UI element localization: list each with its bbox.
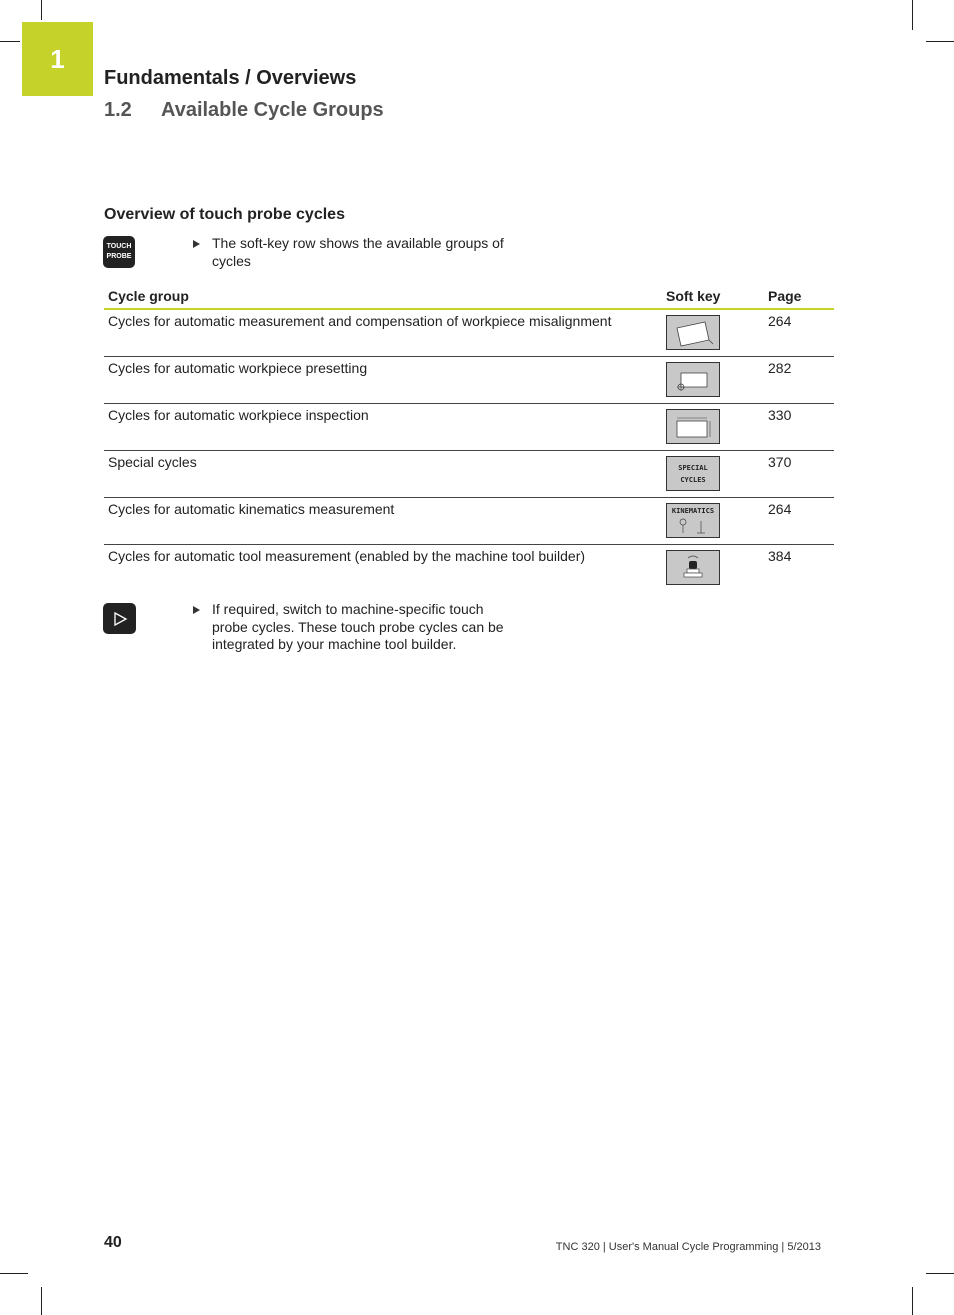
instruction-machine-specific: [193, 601, 523, 654]
touch-probe-key-line1: TOUCH: [106, 243, 132, 250]
chapter-title: Fundamentals / Overviews: [104, 67, 357, 89]
page-cell: 384: [768, 548, 792, 564]
bullet-arrow-icon: [193, 606, 200, 614]
softkey-label: KINEMATICS: [671, 507, 715, 515]
cycle-group-cell: Cycles for automatic tool measurement (enabled by the machine tool builder): [108, 548, 586, 564]
crop-mark: [926, 41, 954, 42]
footer-text: TNC 320 | User's Manual Cycle Programming | 5/2013: [555, 1241, 821, 1253]
table-row: [104, 404, 834, 451]
misalignment-softkey[interactable]: [666, 315, 720, 350]
crop-mark: [0, 41, 20, 42]
kinematics-icon: [667, 517, 719, 537]
page-cell: 370: [764, 451, 834, 498]
chapter-number-box: 1: [22, 22, 93, 96]
softkey-label-line1: SPECIAL: [678, 463, 708, 472]
crop-mark: [41, 0, 42, 20]
cycle-group-cell: Cycles for automatic workpiece inspection: [104, 404, 662, 451]
crop-mark: [912, 0, 913, 30]
page-cell: 264: [764, 498, 834, 545]
crop-mark: [41, 1287, 42, 1315]
table-row: [104, 357, 834, 404]
section-title: [104, 99, 384, 122]
cycle-group-cell: Cycles for automatic measurement and compensation of workpiece misalignment: [104, 309, 662, 357]
table-row: [104, 309, 834, 357]
cycle-group-cell: Cycles for automatic kinematics measurement: [104, 498, 662, 545]
page-cell: 282: [764, 357, 834, 404]
instruction-text: The soft-key row shows the available groups of cycles: [212, 235, 504, 269]
soft-key-cell: [662, 451, 764, 498]
section-number: 1.2: [104, 99, 132, 121]
tool-measurement-softkey[interactable]: [666, 550, 720, 585]
header-cycle-group: Cycle group: [104, 284, 662, 309]
inspection-softkey[interactable]: [666, 409, 720, 444]
soft-key-cell: [662, 309, 764, 357]
tool-measure-icon: [667, 551, 719, 584]
triangle-right-icon: [112, 611, 128, 627]
kinematics-softkey[interactable]: [666, 503, 720, 538]
table-header-row: [104, 284, 834, 309]
header-soft-key: Soft key: [662, 284, 764, 309]
next-softkey-row-key[interactable]: [103, 603, 136, 634]
touch-probe-key[interactable]: [103, 236, 135, 268]
softkey-label-line2: CYCLES: [680, 475, 706, 484]
preset-softkey[interactable]: [666, 362, 720, 397]
misalignment-icon: [667, 316, 719, 349]
bullet-arrow-icon: [193, 240, 200, 248]
soft-key-cell: [662, 498, 764, 545]
crop-mark: [926, 1273, 954, 1274]
soft-key-cell: [662, 357, 764, 404]
crop-mark: [0, 1273, 28, 1274]
preset-icon: [667, 363, 719, 396]
page-cell: 264: [764, 309, 834, 357]
table-row: [104, 451, 834, 498]
page-number: 40: [104, 1234, 122, 1251]
soft-key-cell: [662, 545, 764, 592]
instruction-softkey-row: [193, 235, 523, 270]
table-row: [104, 498, 834, 545]
page-cell: 330: [764, 404, 834, 451]
cycle-groups-table: [104, 284, 834, 591]
table-row: [104, 545, 834, 592]
section-name: Available Cycle Groups: [161, 99, 384, 121]
cycle-group-cell: Cycles for automatic workpiece presetting: [104, 357, 662, 404]
inspection-icon: [667, 410, 719, 443]
crop-mark: [912, 1287, 913, 1315]
soft-key-cell: [662, 404, 764, 451]
header-page: Page: [764, 284, 834, 309]
cycle-group-cell: Special cycles: [104, 451, 662, 498]
touch-probe-key-line2: PROBE: [106, 253, 132, 260]
instruction-text: If required, switch to machine-specific touch probe cycles. These touch probe cycles can be integrated by your machine tool builder.: [212, 601, 504, 652]
special-cycles-softkey[interactable]: [666, 456, 720, 491]
overview-heading: Overview of touch probe cycles: [104, 206, 345, 223]
